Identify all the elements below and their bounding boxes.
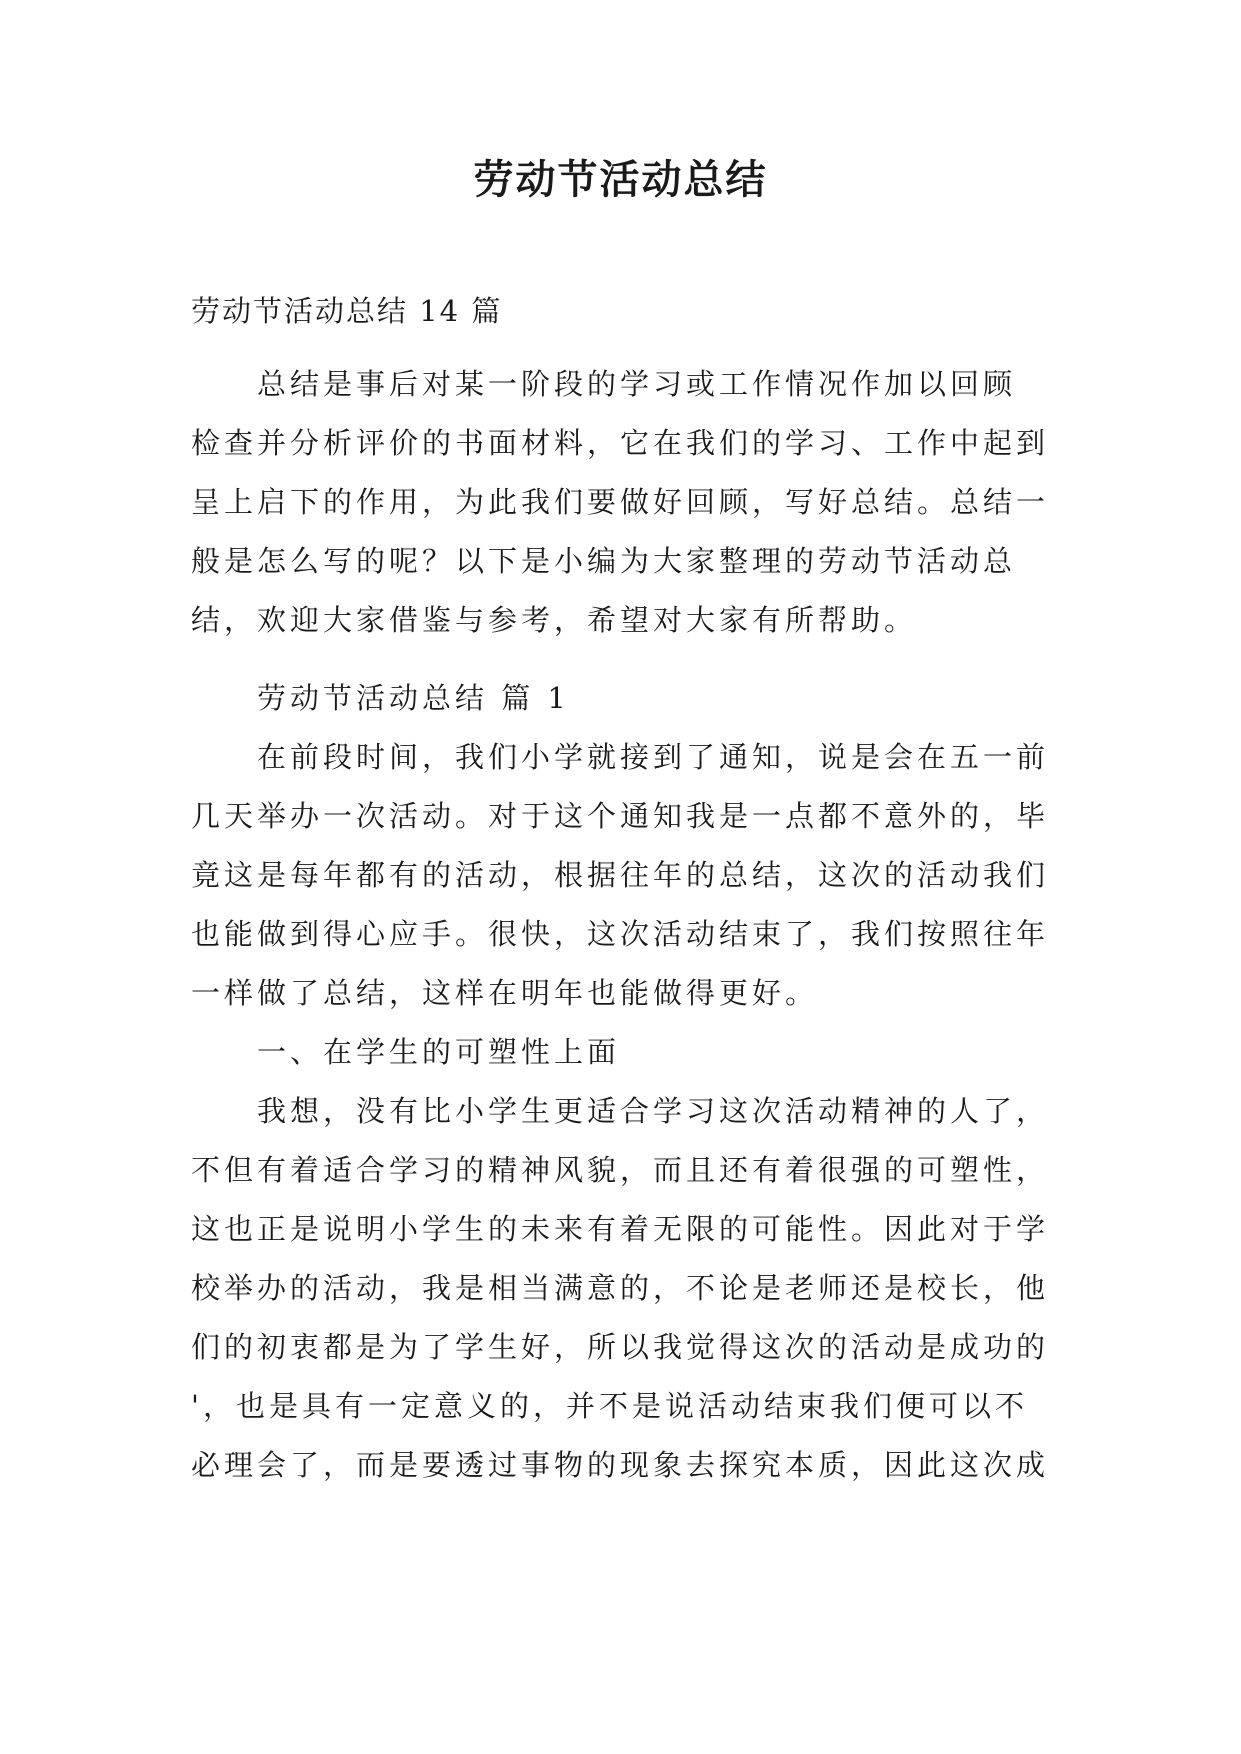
- document-subtitle: 劳动节活动总结 14 篇: [191, 294, 503, 328]
- point-heading-text: 一、在学生的可塑性上面: [257, 1035, 621, 1069]
- paragraph-line: 呈上启下的作用，为此我们要做好回顾，写好总结。总结一: [191, 485, 1050, 519]
- paragraph-line: '，也是具有一定意义的，并不是说活动结束我们便可以不: [191, 1389, 1028, 1423]
- paragraph-line: 一样做了总结，这样在明年也能做得更好。: [191, 976, 819, 1010]
- paragraph-line: 般是怎么写的呢？以下是小编为大家整理的劳动节活动总: [191, 544, 1017, 578]
- point-heading: [191, 1023, 1051, 1082]
- paragraph-line: 总结是事后对某一阶段的学习或工作情况作加以回顾: [257, 367, 1017, 401]
- paragraph-line: 也能做到得心应手。很快，这次活动结束了，我们按照往年: [191, 917, 1050, 951]
- paragraph-line: 必理会了，而是要透过事物的现象去探究本质，因此这次成: [191, 1448, 1050, 1482]
- section-paragraph-1: [191, 728, 1051, 1023]
- paragraph-line: 几天举办一次活动。对于这个通知我是一点都不意外的，毕: [191, 799, 1050, 833]
- paragraph-line: 这也正是说明小学生的未来有着无限的可能性。因此对于学: [191, 1212, 1050, 1246]
- paragraph-line: 校举办的活动，我是相当满意的，不论是老师还是校长，他: [191, 1271, 1050, 1305]
- intro-paragraph: [191, 355, 1051, 650]
- paragraph-line: 不但有着适合学习的精神风貌，而且还有着很强的可塑性，: [191, 1153, 1050, 1187]
- section-paragraph-2: [191, 1082, 1051, 1495]
- paragraph-line: 们的初衷都是为了学生好，所以我觉得这次的活动是成功的: [191, 1330, 1050, 1364]
- section-heading: [191, 669, 1051, 728]
- paragraph-line: 检查并分析评价的书面材料，它在我们的学习、工作中起到: [191, 426, 1050, 460]
- section-heading-text: 劳动节活动总结 篇 1: [257, 681, 570, 715]
- paragraph-line: 我想，没有比小学生更适合学习这次活动精神的人了，: [257, 1094, 1050, 1128]
- paragraph-line: 结，欢迎大家借鉴与参考，希望对大家有所帮助。: [191, 603, 918, 637]
- document-title: 劳动节活动总结: [473, 156, 768, 203]
- paragraph-line: 竟这是每年都有的活动，根据往年的总结，这次的活动我们: [191, 858, 1050, 892]
- paragraph-line: 在前段时间，我们小学就接到了通知，说是会在五一前: [257, 740, 1050, 774]
